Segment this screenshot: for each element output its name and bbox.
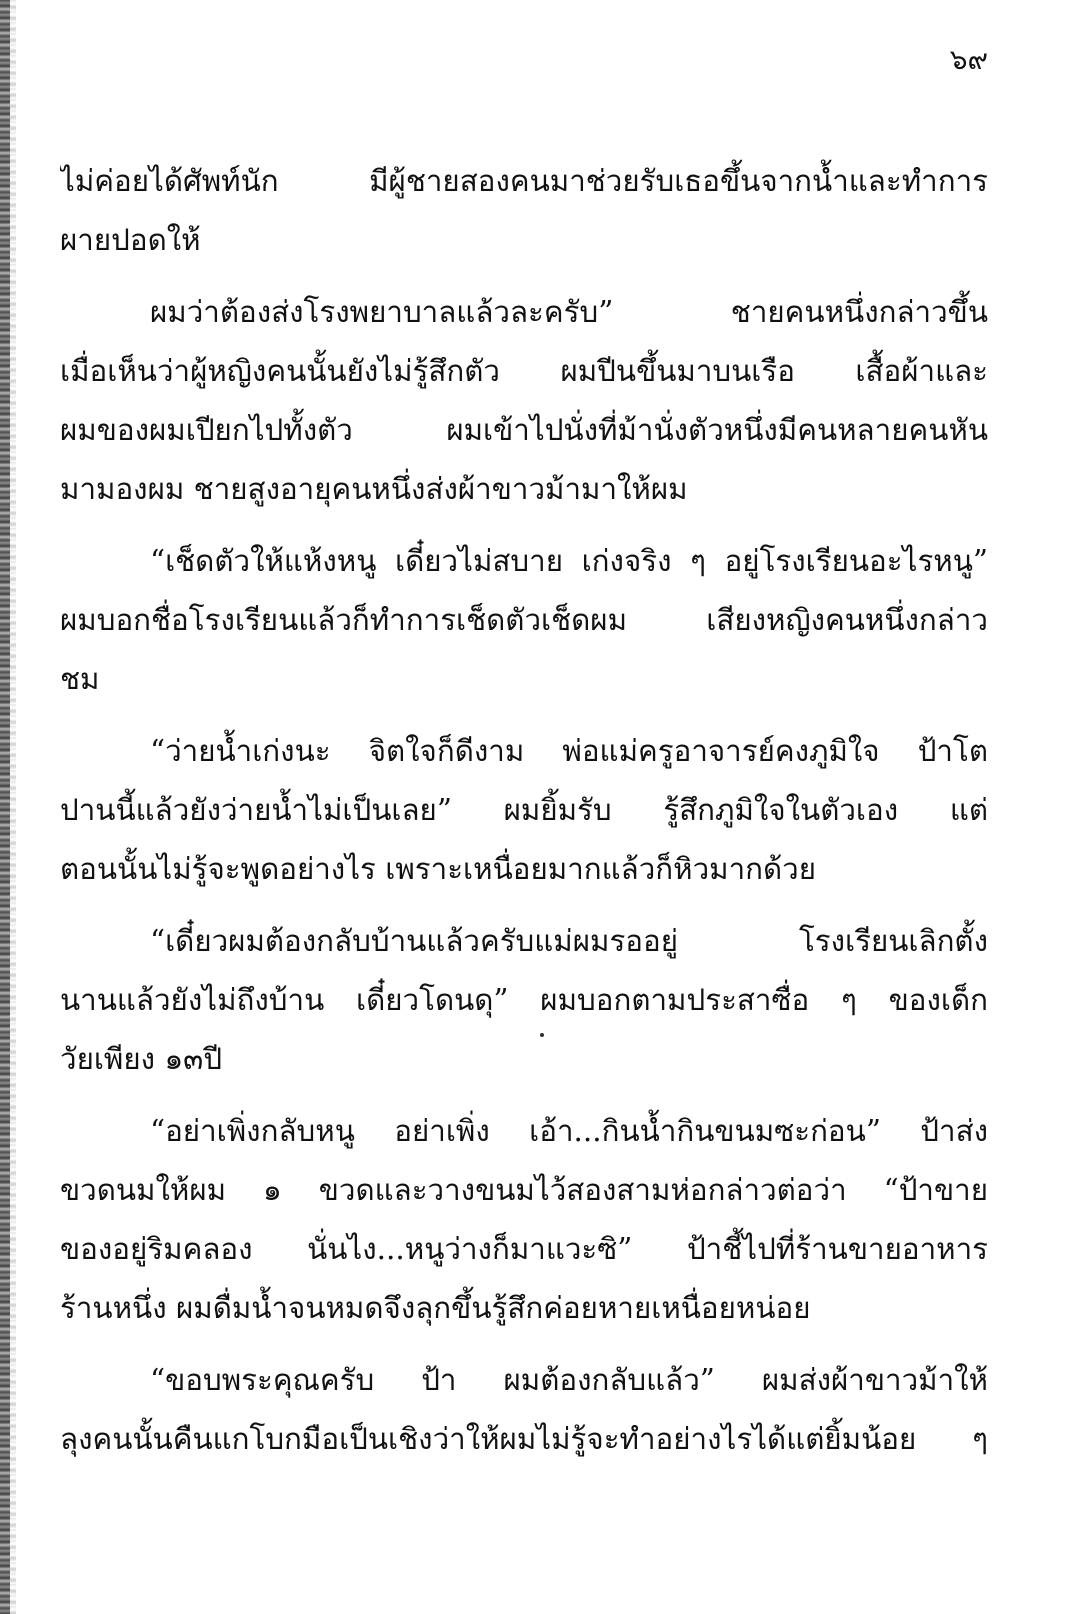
body-text — [60, 152, 988, 1469]
text-line: “เดี๋ยวผมต้องกลับบ้านแล้วครับแม่ผมรออยู่ โรงเรียนเลิกตั้ง — [150, 924, 988, 958]
text-line: ไม่ค่อยได้ศัพท์นัก มีผู้ชายสองคนมาช่วยรับเธอขึ้นจากน้ำและทำการ — [60, 164, 988, 198]
text-line: ของอยู่ริมคลอง นั่นไง...หนูว่างก็มาแวะซิ” ป้าชี้ไปที่ร้านขายอาหาร — [60, 1232, 988, 1266]
paragraph — [60, 152, 988, 270]
paragraph — [60, 1102, 988, 1338]
scan-binding-shadow — [10, 0, 16, 1614]
text-line: ผมของผมเปียกไปทั้งตัว ผมเข้าไปนั่งที่ม้านั่งตัวหนึ่งมีคนหลายคนหัน — [60, 413, 988, 447]
text-line: มามองผม ชายสูงอายุคนหนึ่งส่งผ้าขาวม้ามาให้ผม — [60, 472, 688, 506]
paragraph — [60, 1351, 988, 1469]
paragraph — [60, 532, 988, 709]
text-line: “เช็ดตัวให้แห้งหนู เดี๋ยวไม่สบาย เก่งจริง ๆ อยู่โรงเรียนอะไรหนู” — [150, 544, 988, 578]
text-line: ตอนนั้นไม่รู้จะพูดอย่างไร เพราะเหนื่อยมากแล้วก็หิวมากด้วย — [60, 852, 817, 886]
paragraph — [60, 283, 988, 519]
text-line: ร้านหนึ่ง ผมดื่มน้ำจนหมดจึงลุกขึ้นรู้สึกค่อยหายเหนื่อยหน่อย — [60, 1291, 811, 1325]
text-line: เมื่อเห็นว่าผู้หญิงคนนั้นยังไม่รู้สึกตัว ผมปีนขึ้นมาบนเรือ เสื้อผ้าและ — [60, 354, 988, 388]
text-line: นานแล้วยังไม่ถึงบ้าน เดี๋ยวโดนดุ” ผมบอกตามประสาซื่อ ๆ ของเด็ก — [60, 983, 988, 1017]
text-line: ผายปอดให้ — [60, 223, 201, 257]
page-number: ๖๙ — [949, 43, 988, 76]
text-line: ชม — [60, 662, 100, 696]
text-line: “อย่าเพิ่งกลับหนู อย่าเพิ่ง เอ้า...กินน้ำกินขนมซะก่อน” ป้าส่ง — [150, 1114, 988, 1148]
scan-binding-edge — [0, 0, 10, 1614]
paragraph — [60, 722, 988, 899]
text-line: “ขอบพระคุณครับ ป้า ผมต้องกลับแล้ว” ผมส่งผ้าขาวม้าให้ — [150, 1363, 988, 1397]
text-line: วัยเพียง ๑๓ปี — [60, 1042, 223, 1076]
scan-speck — [540, 1033, 544, 1037]
text-line: ขวดนมให้ผม ๑ ขวดและวางขนมไว้สองสามห่อกล่าวต่อว่า “ป้าขาย — [60, 1173, 988, 1207]
text-line: ปานนี้แล้วยังว่ายน้ำไม่เป็นเลย” ผมยิ้มรับ รู้สึกภูมิใจในตัวเอง แต่ — [60, 793, 988, 827]
text-line: ผมบอกชื่อโรงเรียนแล้วก็ทำการเช็ดตัวเช็ดผม เสียงหญิงคนหนึ่งกล่าว — [60, 603, 988, 637]
text-line: ลุงคนนั้นคืนแกโบกมือเป็นเชิงว่าให้ผมไม่รู้จะทำอย่างไรได้แต่ยิ้มน้อย ๆ — [60, 1422, 988, 1456]
text-line: “ว่ายน้ำเก่งนะ จิตใจก็ดีงาม พ่อแม่ครูอาจารย์คงภูมิใจ ป้าโต — [150, 734, 988, 768]
text-line: ผมว่าต้องส่งโรงพยาบาลแล้วละครับ” ชายคนหนึ่งกล่าวขึ้น — [150, 295, 988, 329]
paragraph — [60, 912, 988, 1089]
